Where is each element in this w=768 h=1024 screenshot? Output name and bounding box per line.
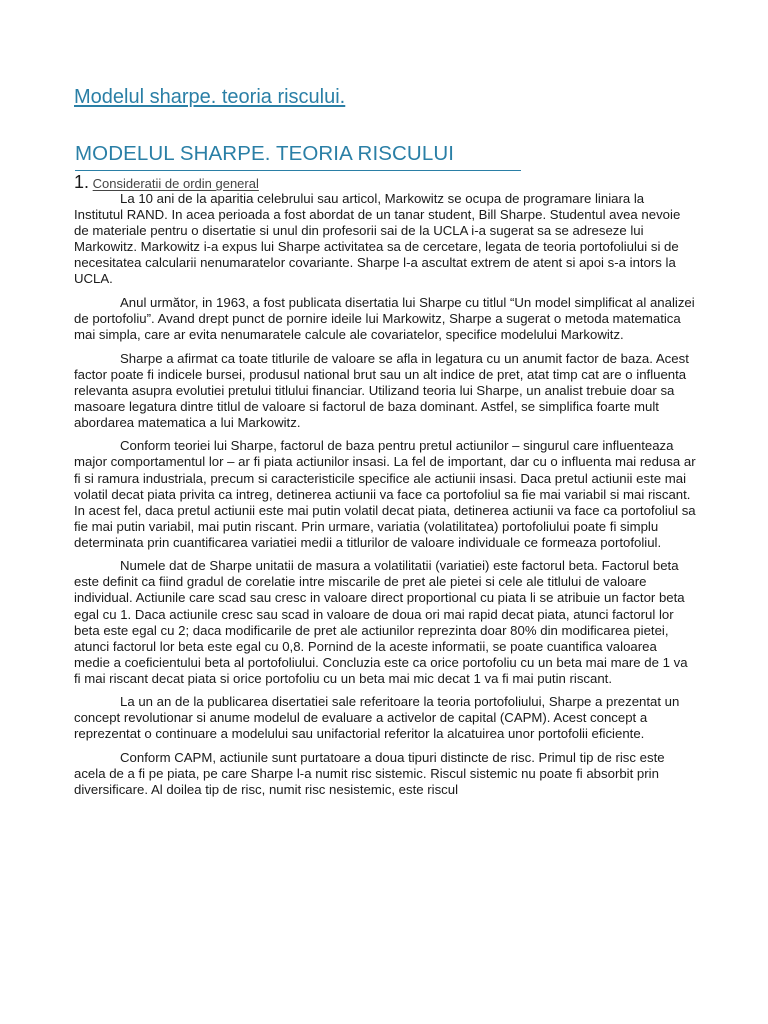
- paragraph-3: Sharpe a afirmat ca toate titlurile de valoare se afla in legatura cu un anumit factor de baza. Acest factor poate fi indicele bursei, produsul national brut sau un alt indice de pret, atat timp cat are o influenta relevanta asupra evolutiei pretului titlului financiar. Utilizand teoria lui Sharpe, un analist trebuie doar sa masoare legatura dintre titlul de valoare si factorul de baza dominant. Astfel, se simplifica foarte mult abordarea matematica a lui Markowitz.: [74, 350, 689, 430]
- document-title-link[interactable]: Modelul sharpe. teoria riscului.: [74, 86, 346, 108]
- paragraph-1: La 10 ani de la aparitia celebrului sau articol, Markowitz se ocupa de programare liniara la Institutul RAND. In acea perioada a fost abordat de un tanar student, Bill Sharpe. Studentul avea nevoie de materiale pentru o disertatie si unul din profesorii sai de la UCLA i-a sugerat sa se adreseze lui Markowitz. Markowitz i-a expus lui Sharpe activitatea sa de cercetare, legata de teoria portofoliului si de necesitatea calcularii nenumaratelor covariante. Sharpe l-a ascultat extrem de atent si apoi s-a intors la UCLA.: [74, 191, 681, 287]
- section-number: 1.: [74, 172, 90, 192]
- paragraph-4: Conform teoriei lui Sharpe, factorul de baza pentru pretul actiunilor – singurul care influenteaza major comportamentul lor – ar fi piata actiunilor insasi. La fel de important, dar cu o influenta mai redusa ar fi si ramura industriala, precum si caracteristicile specifice ale actiunii insasi. Daca pretul actiunii este mai volatil decat piata privita ca intreg, detinerea actiunii va face ca portofoliul sa fie mai variabil si mai riscant. In acest fel, daca pretul actiunii este mai putin volatil decat piata, detinerea actiunii va face ca portofoliul sa fie mai putin variabil, mai putin riscant. Prin urmare, variatia (volatilitatea) portofoliului poate fi simplu determinata prin cuantificarea variatiei medii a titlurilor de valoare individuale ce formeaza portofoliul.: [74, 438, 696, 550]
- paragraph-7: Conform CAPM, actiunile sunt purtatoare a doua tipuri distincte de risc. Primul tip de risc este acela de a fi pe piata, pe care Sharpe l-a numit risc sistemic. Riscul sistemic nu poate fi absorbit prin diversificare. Al doilea tip de risc, numit risc nesistemic, este riscul: [74, 750, 665, 798]
- document-heading: MODELUL SHARPE. TEORIA RISCULUI: [75, 142, 455, 165]
- paragraph-2: Anul următor, in 1963, a fost publicata disertatia lui Sharpe cu titlul “Un model simplificat al analizei de portofoliu”. Avand drept punct de pornire ideile lui Markowitz, Sharpe a sugerat o metoda matematica mai simpla, care ar evita nenumaratele calcule ale covariatelor, specifice modelului Markowitz.: [74, 294, 695, 342]
- body-text: [74, 191, 696, 806]
- paragraph-5: Numele dat de Sharpe unitatii de masura a volatilitatii (variatiei) este factorul beta. Factorul beta este definit ca fiind gradul de corelatie intre miscarile de pret ale pietei si cele ale titlului de valoare individual. Actiunile care scad sau cresc in valoare direct proportional cu piata li se atribuie un factor beta egal cu 1. Daca actiunile cresc sau scad in valoare de doua ori mai rapid decat piata, atunci factorul lor beta este egal cu 2; daca modificarile de pret ale actiunilor reprezinta doar 80% din modificarea pietei, atunci factorul lor beta este egal cu 0,8. Pornind de la aceste informatii, se poate cuantifica valoarea medie a coeficientului beta al portofoliului. Concluzia este ca orice portofoliu cu un beta mai mare de 1 va fi mai riscant decat piata si orice portofoliu cu un beta mai mic decat 1 va fi mai putin riscant.: [74, 558, 688, 686]
- paragraph-6: La un an de la publicarea disertatiei sale referitoare la teoria portofoliului, Sharpe a prezentat un concept revolutionar si anume modelul de evaluare a activelor de capital (CAPM). Acest concept a reprezentat o continuare a modelului sau unifactorial referitor la alcatuirea unor portofolii eficiente.: [74, 694, 680, 742]
- section-label: Consideratii de ordin general: [92, 176, 259, 191]
